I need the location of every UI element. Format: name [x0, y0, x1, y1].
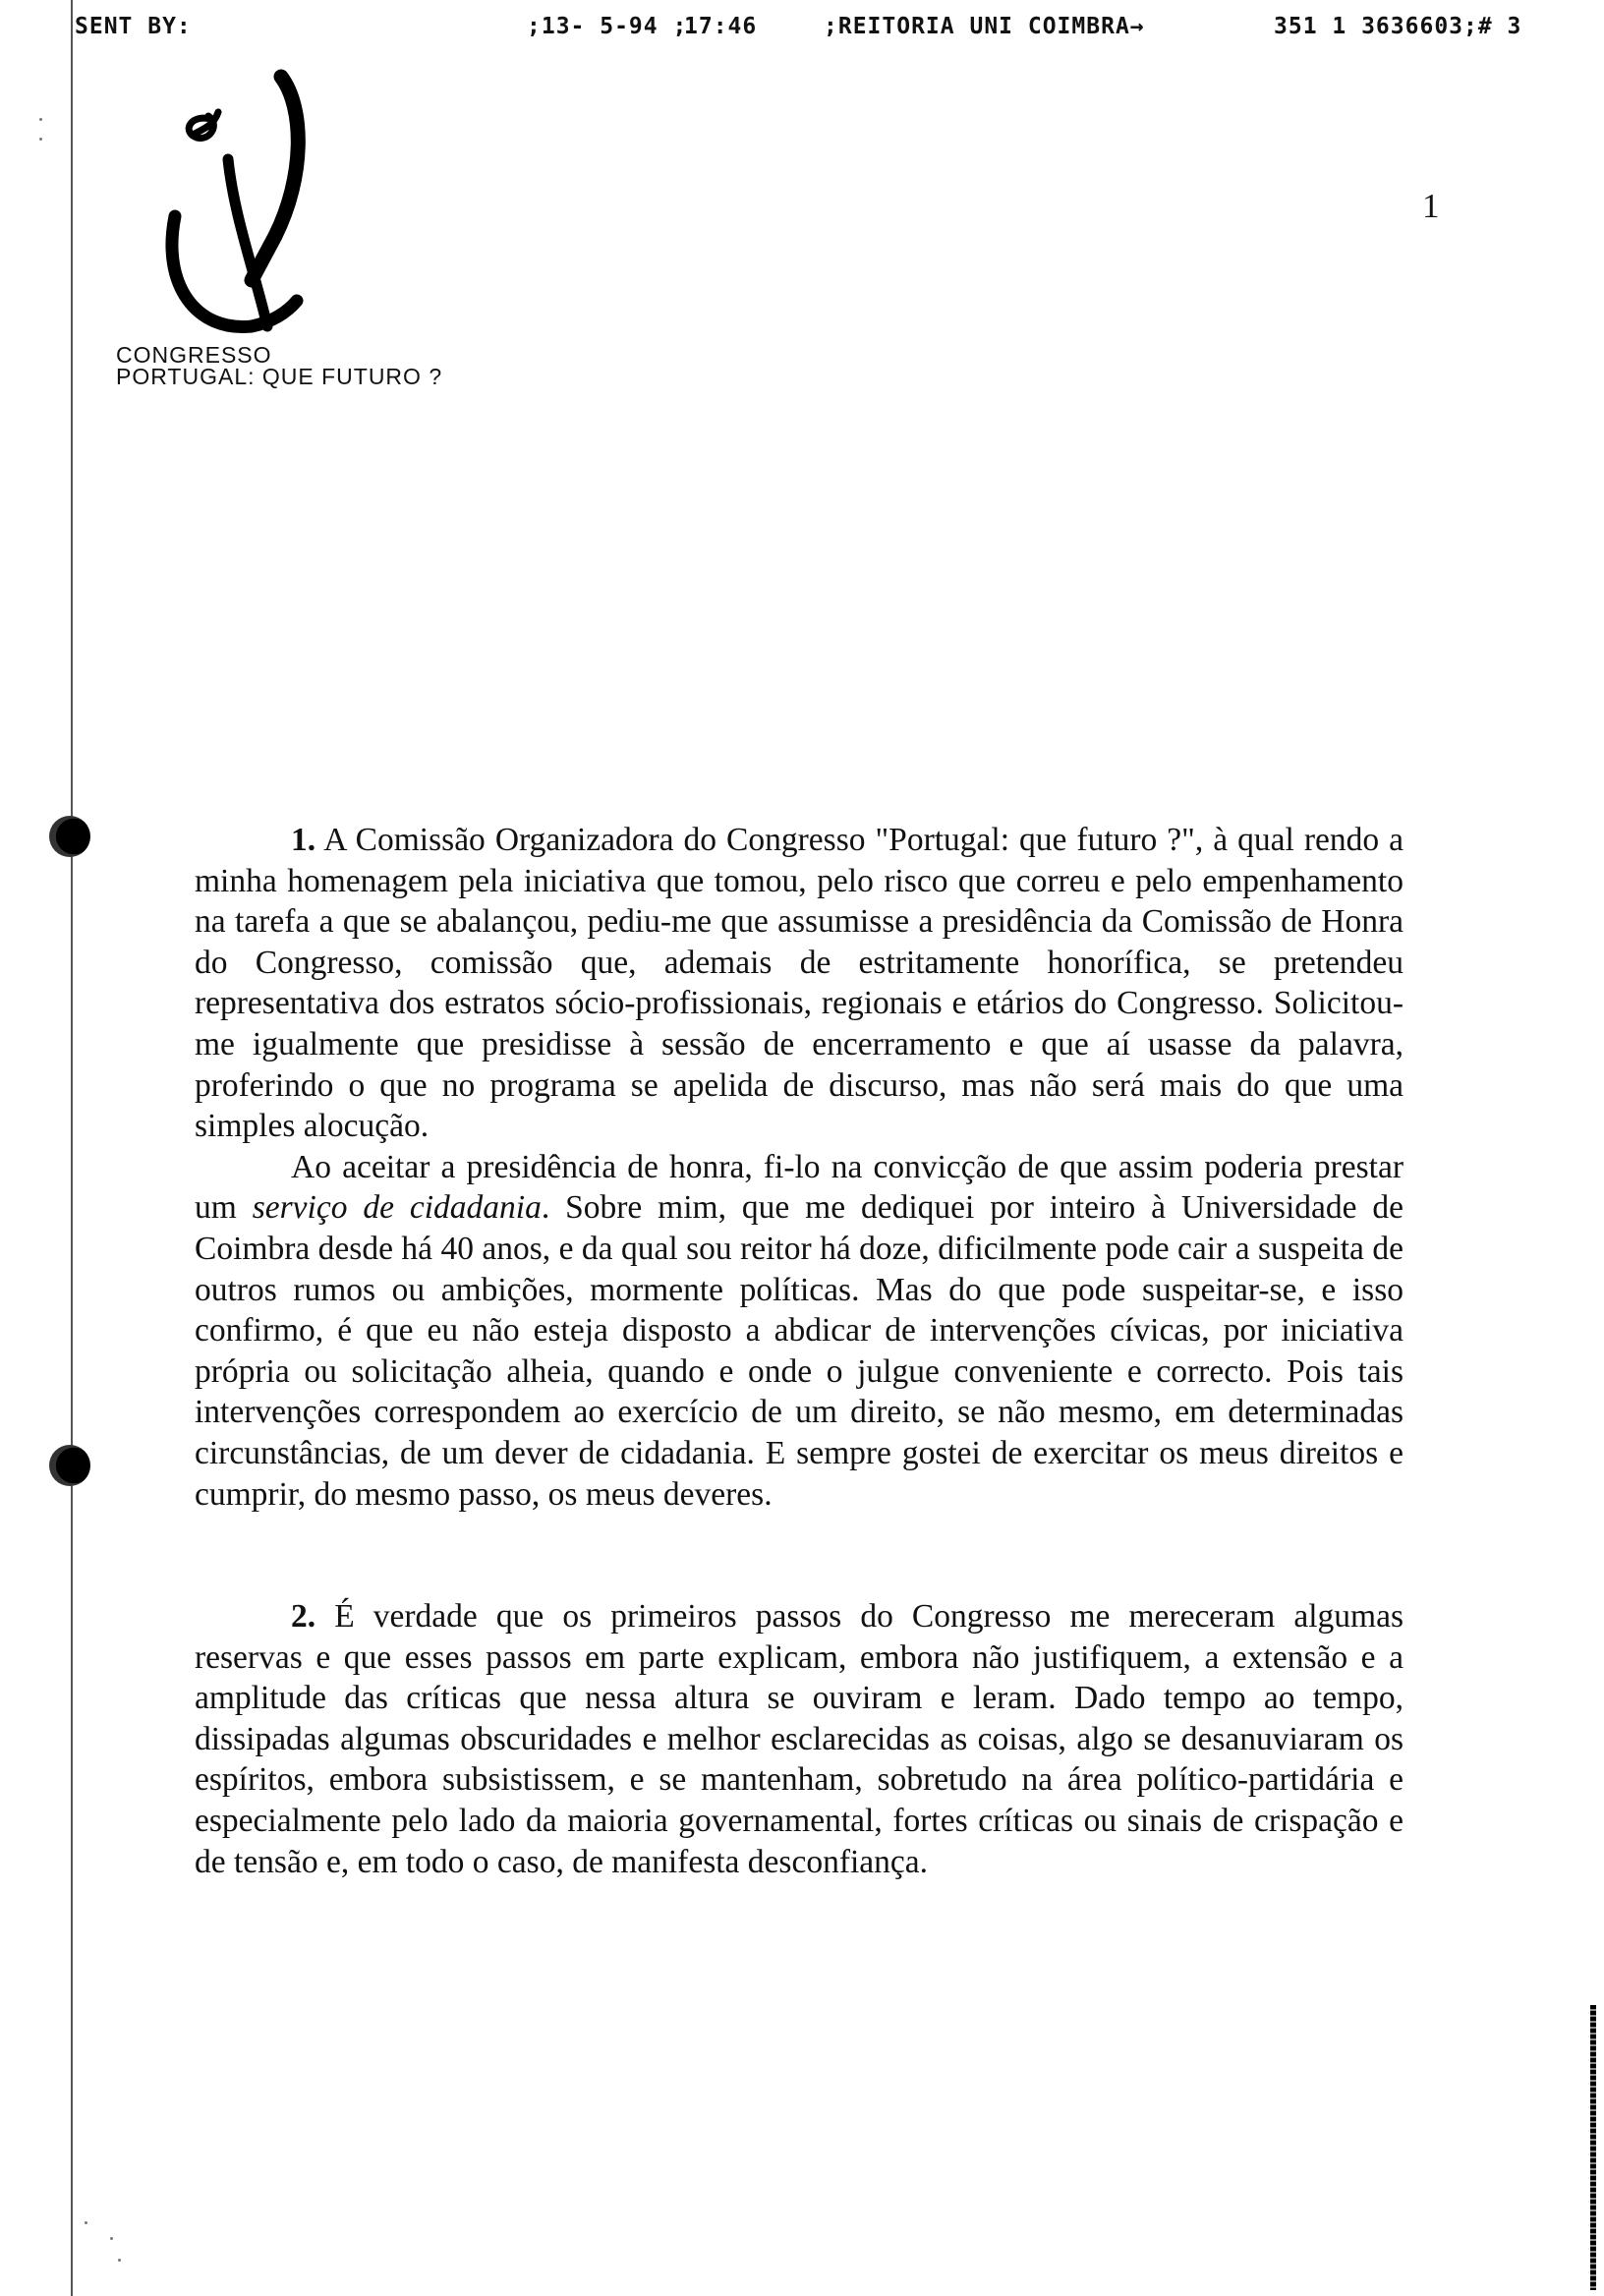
section-number: 2. — [291, 1598, 316, 1636]
letterhead-line-1: CONGRESSO — [116, 342, 272, 368]
paragraph-1 — [195, 820, 1404, 1147]
fax-phone-number: 351 1 3636603;# 3 — [1274, 14, 1522, 39]
fax-time: 17:46 — [684, 14, 758, 39]
scan-speck — [39, 138, 42, 141]
paragraph-text: . Sobre mim, que me dediquei por inteiro à Universidade de Coimbra desde há 40 anos, e da qual sou reitor há doze, dificilmente pode cair a suspeita de outros rumos ou ambições, mormente políticas. Mas do que pode suspeitar-se, e isso confirmo, é que eu não esteja disposto a abdicar de intervenções cívicas, por iniciativa própria ou solicitação alheia, quando e onde o julgue conveniente e correcto. Pois tais intervenções correspondem ao exercício de um direito, se não mesmo, em determinadas circunstâncias, de um dever de cidadania. E sempre gostei de exercitar os meus direitos e cumprir, do mesmo passo, os meus deveres. — [195, 1189, 1404, 1513]
fax-date: ;13- 5-94 ; — [527, 14, 688, 39]
paragraph-text: Ao aceitar a presidência de honra, fi-lo na convicção de que assim poderia prestar um — [195, 1148, 1404, 1227]
punch-hole-icon — [49, 816, 90, 857]
congress-logo-icon — [157, 69, 334, 354]
fax-sent-by-label: SENT BY: — [75, 14, 192, 39]
scan-speck — [110, 2237, 113, 2240]
scan-speck — [39, 118, 42, 121]
scan-speck — [118, 2259, 121, 2262]
letterhead-line-2: PORTUGAL: QUE FUTURO ? — [116, 364, 443, 389]
emphasis-text: serviço de cidadania — [252, 1189, 542, 1227]
letterhead-org-name — [116, 344, 442, 387]
punch-hole-icon — [49, 1445, 90, 1486]
fax-transmission-header — [0, 10, 1604, 49]
paragraph-text: A Comissão Organizadora do Congresso "Portugal: que futuro ?", à qual rendo a minha homenagem pela iniciativa que tomou, pelo risco que correu e pelo empenhamento na tarefa a que se abalançou, pediu-me que assumisse a presidência da Comissão de Honra do Congresso, comissão que, ademais de estritamente honorífica, se pretendeu representativa dos estratos sócio-profissionais, regionais e etários do Congresso. Solicitou-me igualmente que presidisse à sessão de encerramento e que aí usasse da palavra, proferindo o que no programa se apelida de discurso, mas não será mais do que uma simples alocução. — [195, 822, 1404, 1145]
fax-sender-id: ;REITORIA UNI COIMBRA→ — [824, 14, 1145, 39]
page-number: 1 — [1422, 187, 1440, 225]
letter-body — [195, 820, 1404, 1882]
section-number: 1. — [291, 822, 316, 858]
paragraph-3 — [195, 1596, 1404, 1882]
scan-edge-artifact — [1590, 2005, 1596, 2290]
paragraph-2 — [195, 1147, 1404, 1515]
left-margin-rule — [71, 0, 73, 2296]
scan-speck — [85, 2221, 87, 2224]
paragraph-text: É verdade que os primeiros passos do Congresso me mereceram algumas reservas e que esses passos em parte explicam, embora não justifiquem, a extensão e a amplitude das críticas que nessa altura se ouviram e leram. Dado tempo ao tempo, dissipadas algumas obscuridades e melhor esclarecidas as coisas, algo se desanuviaram os espíritos, embora subsistissem, e se mantenham, sobretudo na área político-partidária e especialmente pelo lado da maioria governamental, fortes críticas ou sinais de crispação e de tensão e, em todo o caso, de manifesta desconfiança. — [195, 1598, 1404, 1880]
